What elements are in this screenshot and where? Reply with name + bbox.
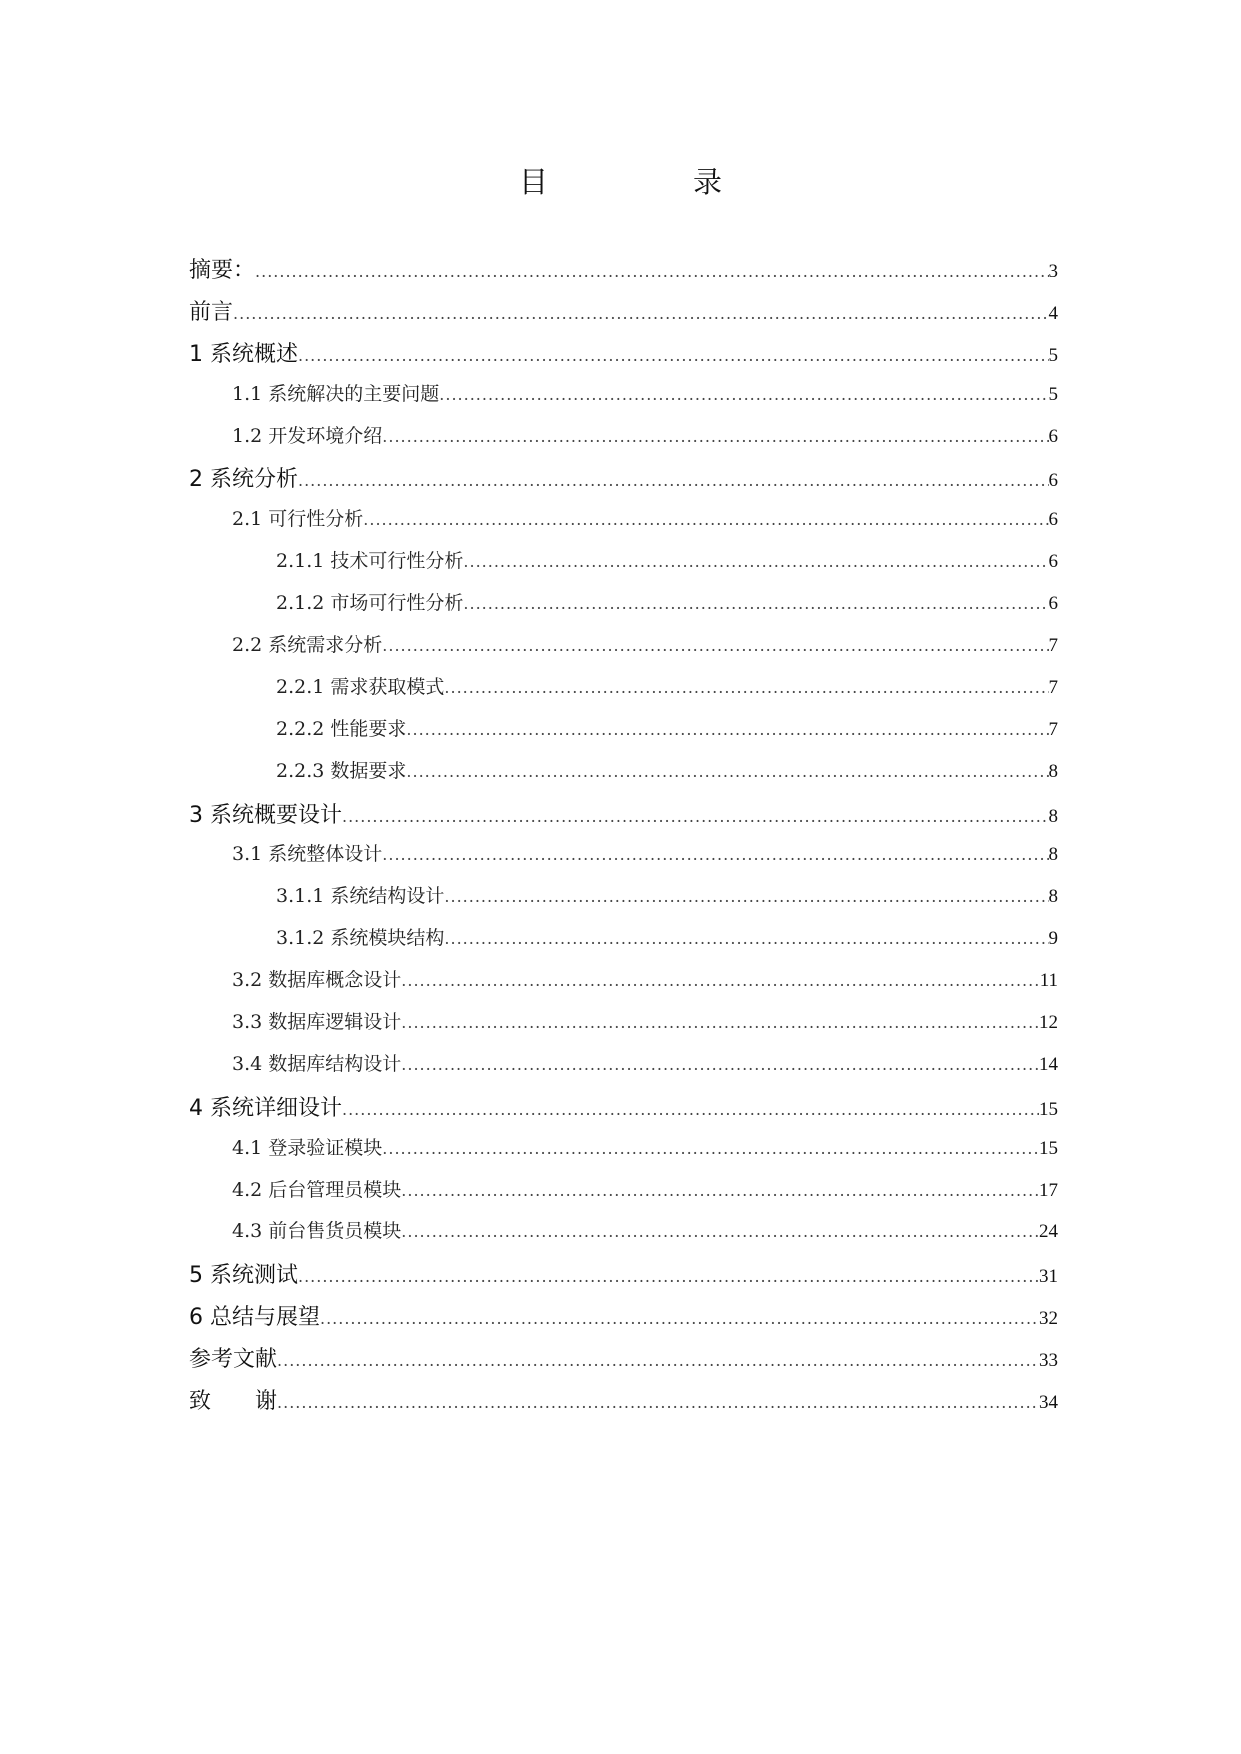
toc-entry-page-number: 6 [1048,425,1058,447]
toc-entry[interactable] [189,421,1058,463]
toc-entry[interactable] [189,295,1058,337]
toc-entry[interactable] [189,337,1058,379]
toc-entry-page-number: 33 [1039,1350,1058,1372]
dot-leader [406,762,1048,781]
toc-entry-label: 2.2 系统需求分析 [232,634,383,657]
toc-entry-label: 2.2.3 数据要求 [276,759,407,782]
toc-entry-page-number: 6 [1048,551,1058,573]
toc-entry-page-number: 8 [1048,844,1058,866]
toc-entry-page-number: 14 [1039,1053,1058,1075]
toc-entry-page-number: 8 [1048,760,1058,782]
toc-entry-label: 4.2 后台管理员模块 [232,1178,402,1201]
table-of-contents [189,253,1058,1426]
toc-entry-label: 3 系统概要设计 [189,802,342,828]
dot-leader [463,552,1048,571]
toc-entry-label: 3.1.1 系统结构设计 [276,885,445,908]
dot-leader [298,1267,1039,1286]
toc-entry-page-number: 6 [1048,593,1058,615]
toc-entry[interactable] [189,965,1058,1007]
toc-entry-label: 3.1 系统整体设计 [232,843,383,866]
toc-entry-page-number: 8 [1048,805,1058,827]
toc-entry[interactable] [189,1049,1058,1091]
toc-entry-page-number: 8 [1048,886,1058,908]
toc-entry-page-number: 7 [1048,676,1058,698]
toc-entry[interactable] [189,462,1058,504]
toc-entry[interactable] [189,714,1058,756]
toc-entry-label: 前言 [189,299,234,325]
dot-leader [342,1100,1039,1119]
toc-entry[interactable] [189,881,1058,923]
toc-entry-page-number: 12 [1039,1012,1058,1034]
toc-entry-page-number: 24 [1039,1221,1058,1243]
toc-entry[interactable] [189,1175,1058,1217]
toc-title: 目 录 [518,165,780,199]
dot-leader [382,636,1048,655]
toc-entry-label: 1 系统概述 [189,341,298,367]
dot-leader [255,262,1048,281]
toc-entry-label: 3.4 数据库结构设计 [232,1052,402,1075]
dot-leader [401,971,1039,990]
toc-entry-label: 致 谢 [189,1389,278,1415]
toc-entry-page-number: 6 [1048,470,1058,492]
dot-leader [233,304,1048,323]
toc-entry-page-number: 11 [1039,970,1058,992]
toc-entry[interactable] [189,588,1058,630]
toc-entry-page-number: 7 [1048,635,1058,657]
toc-entry-label: 6 总结与展望 [189,1305,320,1331]
toc-entry-page-number: 7 [1048,718,1058,740]
dot-leader [277,1393,1039,1412]
toc-entry-page-number: 9 [1048,928,1058,950]
toc-entry-label: 2.2.2 性能要求 [276,717,407,740]
dot-leader [342,807,1049,826]
toc-entry-label: 2.1 可行性分析 [232,508,364,531]
toc-entry[interactable] [189,923,1058,965]
toc-entry[interactable] [189,1133,1058,1175]
dot-leader [401,1222,1039,1241]
toc-entry-label: 4 系统详细设计 [189,1095,342,1121]
toc-entry[interactable] [189,1258,1058,1300]
toc-entry-label: 2 系统分析 [189,467,298,493]
toc-entry[interactable] [189,546,1058,588]
toc-entry[interactable] [189,1007,1058,1049]
dot-leader [401,1181,1039,1200]
toc-entry-page-number: 3 [1048,261,1058,282]
toc-entry-page-number: 4 [1048,302,1058,324]
toc-entry[interactable] [189,1091,1058,1133]
toc-entry-label: 4.1 登录验证模块 [232,1136,383,1159]
toc-entry-label: 2.1.2 市场可行性分析 [276,592,464,615]
dot-leader [439,385,1048,404]
dot-leader [401,1013,1039,1032]
toc-entry-label: 1.2 开发环境介绍 [232,424,383,447]
dot-leader [444,678,1048,697]
toc-entry[interactable] [189,839,1058,881]
toc-entry[interactable] [189,1342,1058,1384]
toc-entry-page-number: 5 [1048,344,1058,366]
toc-entry[interactable] [189,630,1058,672]
toc-entry[interactable] [189,672,1058,714]
toc-entry-label: 5 系统测试 [189,1263,298,1289]
dot-leader [382,427,1048,446]
toc-entry-label: 3.1.2 系统模块结构 [276,927,445,950]
toc-entry-page-number: 15 [1039,1098,1058,1120]
toc-entry[interactable] [189,504,1058,546]
toc-entry-page-number: 6 [1048,509,1058,531]
toc-entry[interactable] [189,1384,1058,1426]
dot-leader [406,720,1048,739]
dot-leader [463,594,1048,613]
dot-leader [363,510,1048,529]
toc-entry[interactable] [189,379,1058,421]
dot-leader [298,346,1049,365]
toc-entry-label: 3.2 数据库概念设计 [232,969,402,992]
dot-leader [444,887,1048,906]
dot-leader [277,1351,1039,1370]
toc-entry-label: 1.1 系统解决的主要问题 [232,382,440,405]
toc-entry-page-number: 31 [1039,1266,1058,1288]
toc-entry[interactable] [189,1300,1058,1342]
toc-entry[interactable] [189,798,1058,840]
dot-leader [320,1309,1039,1328]
toc-entry-page-number: 17 [1039,1179,1058,1201]
dot-leader [444,929,1048,948]
toc-entry-label: 2.2.1 需求获取模式 [276,675,445,698]
toc-entry[interactable] [189,253,1058,295]
toc-entry-label: 摘要： [189,258,256,283]
toc-entry-page-number: 32 [1039,1308,1058,1330]
dot-leader [401,1055,1039,1074]
toc-entry[interactable] [189,1216,1058,1258]
dot-leader [382,1139,1039,1158]
toc-entry-label: 2.1.1 技术可行性分析 [276,550,464,573]
dot-leader [382,845,1048,864]
toc-entry[interactable] [189,756,1058,798]
dot-leader [298,471,1049,490]
toc-entry-label: 参考文献 [189,1347,278,1373]
toc-entry-page-number: 34 [1039,1392,1058,1414]
toc-entry-page-number: 5 [1048,383,1058,405]
toc-entry-page-number: 15 [1039,1137,1058,1159]
toc-entry-label: 4.3 前台售货员模块 [232,1220,402,1243]
toc-entry-label: 3.3 数据库逻辑设计 [232,1011,402,1034]
